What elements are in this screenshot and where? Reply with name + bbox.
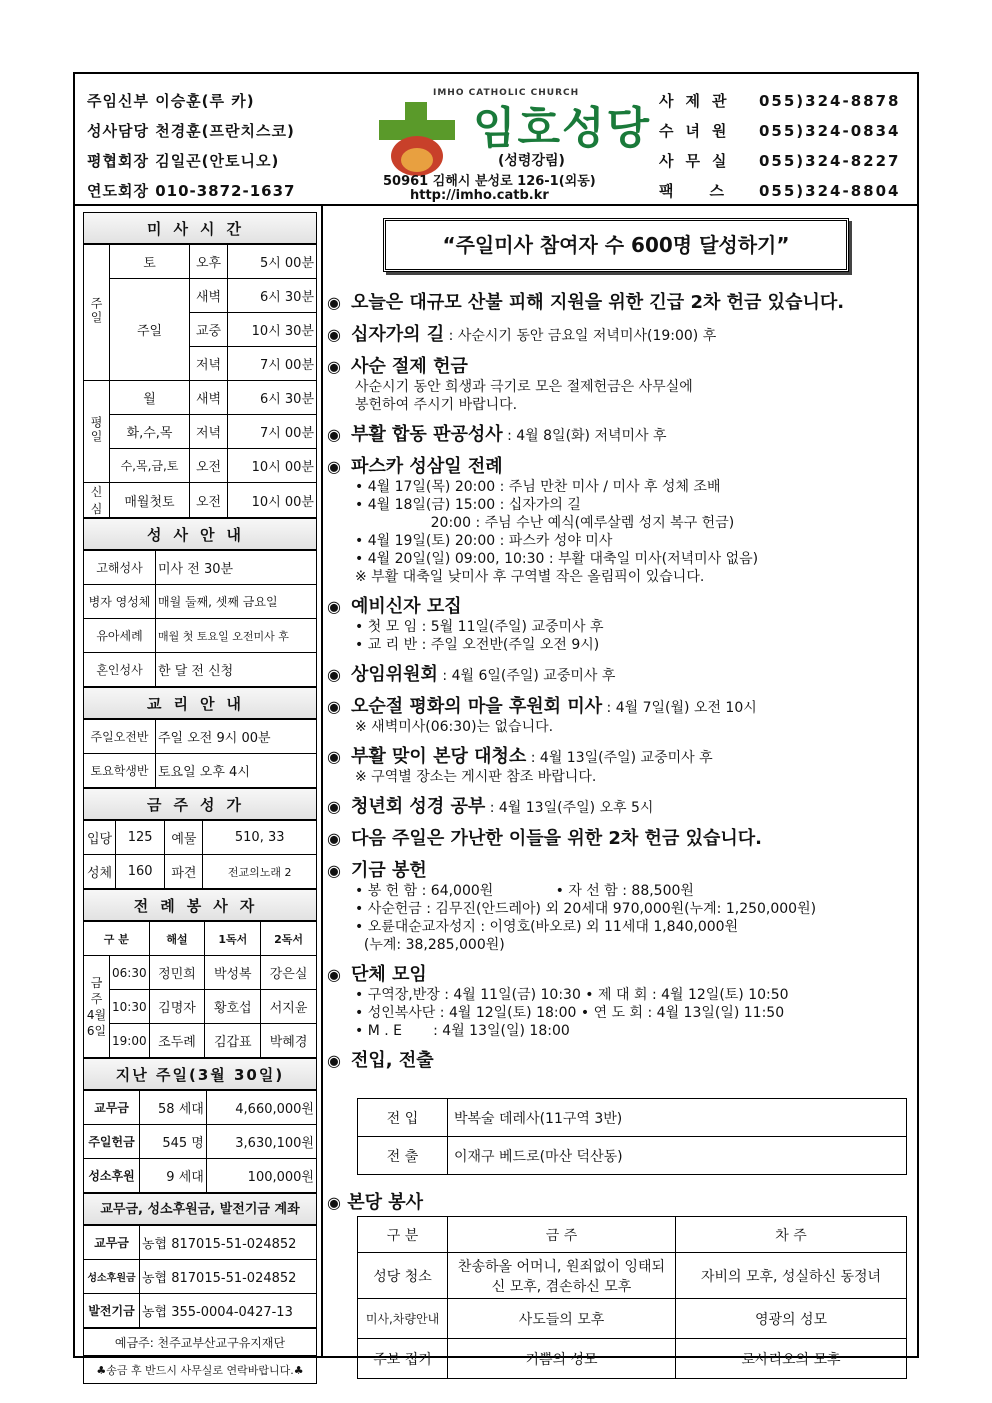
mass-title: 미사시간 <box>83 212 317 244</box>
announcement-line <box>327 824 911 850</box>
staff-row: 주임신부 이승훈(루 카) <box>87 92 255 110</box>
announcement-subline: • 사순헌금 : 김무진(안드레아) 외 20세대 970,000원(누계: 1,250,000원) <box>355 901 817 917</box>
announcement-detail: : 4월 6일(주일) 교중미사 후 <box>437 668 616 684</box>
announcement-title: 전입, 전출 <box>351 1050 434 1071</box>
bullet-icon: ◉ <box>327 357 341 376</box>
sacraments-table: 고해성사 미사 전 30분 병자 영성체 매월 둘째, 셋째 금요일 유아세례 매월 첫 토요일 오전미사 후 혼인성사 한 달 전 신청 <box>83 550 317 687</box>
announcement-subline: • 봉 헌 함 : 64,000원 • 자 선 함 : 88,500원 <box>355 883 694 899</box>
announcement-subline: ※ 부활 대축일 낮미사 후 구역별 작은 올림픽이 있습니다. <box>355 569 705 585</box>
announcement-subline: 봉헌하여 주시기 바랍니다. <box>355 397 518 413</box>
bullet-icon: ◉ <box>327 797 341 816</box>
service-title: ◉ 본당 봉사 <box>327 1192 424 1213</box>
announcement-subline: • 교 리 반 : 주일 오전반(주일 오전 9시) <box>355 637 600 653</box>
announcement-detail: : 4월 13일(주일) 오후 5시 <box>485 800 654 816</box>
bullet-icon: ◉ <box>327 425 341 444</box>
announcement-item <box>327 420 911 446</box>
accounts-title: 교무금, 성소후원금, 발전기금 계좌 <box>83 1193 317 1225</box>
announcement-title: 다음 주일은 가난한 이들을 위한 2차 헌금 있습니다. <box>351 828 762 849</box>
church-subtitle: (성령강림) <box>498 153 565 169</box>
announcement-item <box>327 452 911 586</box>
announcement-title: 오늘은 대규모 산불 피해 지원을 위한 긴급 2차 헌금 있습니다. <box>351 292 845 313</box>
announcement-item <box>327 792 911 818</box>
announcement-subline: • 첫 모 임 : 5월 11일(주일) 교중미사 후 <box>355 619 604 635</box>
announcement-line <box>327 660 911 686</box>
announcement-detail: : 4월 13일(주일) 교중미사 후 <box>526 750 713 766</box>
announcement-item <box>327 288 911 314</box>
announcement-title: 부활 맞이 본당 대청소 <box>351 746 527 767</box>
announcement-item <box>327 742 911 786</box>
announcement-line <box>327 452 911 478</box>
bullet-icon: ◉ <box>327 1051 341 1070</box>
contact-row: 사무실 055)324-8227 <box>659 152 901 170</box>
bullet-icon: ◉ <box>327 747 341 766</box>
servers-title: 전례봉사자 <box>83 889 317 921</box>
announcement-detail: : 4월 7일(월) 오전 10시 <box>602 700 757 716</box>
announcement-item <box>327 352 911 414</box>
transfers-table: 전 입 박복술 데레사(11구역 3반) 전 출 이재구 베드로(마산 덕산동) <box>357 1098 907 1175</box>
announcement-line <box>327 420 911 446</box>
announcement-detail: : 사순시기 동안 금요일 저녁미사(19:00) 후 <box>444 328 717 344</box>
announcement-item <box>327 1046 911 1072</box>
announcement-line <box>327 742 911 768</box>
announcement-title: 기금 봉헌 <box>351 860 427 881</box>
announcement-subline: • 4월 19일(토) 20:00 : 파스카 성야 미사 <box>355 533 613 549</box>
announcement-subline: 사순시기 동안 희생과 극기로 모은 절제헌금은 사무실에 <box>355 379 693 395</box>
service-table: 구 분 금 주 차 주 성당 청소 찬송하올 어머니, 원죄없이 잉태되신 모후, 겸손하신 모후 자비의 모후, 성실하신 동정녀 미사,차량안내 사도들의 모후 영광의 성모 주보 접기 기쁨의 성모 로사리오의 모후 <box>357 1216 907 1379</box>
catechism-title: 교리안내 <box>83 687 317 719</box>
announcement-subline: • 구역장,반장 : 4월 11일(금) 10:30 • 제 대 회 : 4월 12일(토) 10:50 <box>355 987 789 1003</box>
bullet-icon: ◉ <box>327 665 341 684</box>
announcement-item <box>327 320 911 346</box>
header-staff <box>87 86 357 206</box>
bullet-icon: ◉ <box>327 861 341 880</box>
bullet-icon: ◉ <box>327 597 341 616</box>
announcement-line <box>327 288 911 314</box>
announcement-line <box>327 792 911 818</box>
announcement-line <box>327 960 911 986</box>
bullet-icon: ◉ <box>327 829 341 848</box>
announcement-line <box>327 592 911 618</box>
bullet-icon: ◉ <box>327 697 341 716</box>
announcement-item <box>327 660 911 686</box>
announcement-line <box>327 856 911 882</box>
announcement-title: 예비신자 모집 <box>351 596 462 617</box>
hymns-table: 입당 125 예물 510, 33 성체 160 파견 전교의노래 2 <box>83 820 317 889</box>
contact-row: 수녀원 055)324-0834 <box>659 122 901 140</box>
announcement-title: 사순 절제 헌금 <box>351 356 468 377</box>
church-logo <box>373 82 673 204</box>
announcement-line <box>327 320 911 346</box>
announcement-subline: • 4월 18일(금) 15:00 : 십자가의 길 <box>355 497 581 513</box>
bullet-icon: ◉ <box>327 965 341 984</box>
announcement-subline: ※ 새벽미사(06:30)는 없습니다. <box>355 719 554 735</box>
staff-row: 연도회장 010-3872-1637 <box>87 182 296 200</box>
accounts-table: 교무금 농협 817015-51-024852 성소후원금 농협 817015-51-024852 발전기금 농협 355-0004-0427-13 <box>83 1225 317 1328</box>
staff-row: 평협회장 김일곤(안토니오) <box>87 152 280 170</box>
headline: “주일미사 참여자 수 600명 달성하기” <box>383 218 849 272</box>
announcement-subline: • M . E : 4월 13일(일) 18:00 <box>355 1023 570 1039</box>
announcement-line <box>327 692 911 718</box>
sacraments-title: 성사안내 <box>83 518 317 550</box>
header-contacts <box>659 86 909 206</box>
catechism-table: 주일오전반 주일 오전 9시 00분 토요학생반 토요일 오후 4시 <box>83 719 317 788</box>
announcement-subline: • 성인복사단 : 4월 12일(토) 18:00 • 연 도 회 : 4월 13일(일) 11:50 <box>355 1005 785 1021</box>
announcement-title: 청년회 성경 공부 <box>351 796 486 817</box>
bulletin-frame <box>73 72 919 1377</box>
hymns-title: 금주성가 <box>83 788 317 820</box>
announcements <box>327 288 911 1078</box>
announcement-line <box>327 352 911 378</box>
announcement-subline: ※ 구역별 장소는 게시판 참조 바랍니다. <box>355 769 597 785</box>
bullet-icon: ◉ <box>327 457 341 476</box>
transfer-notice: ♣송금 후 반드시 사무실로 연락바랍니다.♣ <box>83 1356 317 1384</box>
announcement-title: 부활 합동 판공성사 <box>351 424 503 445</box>
announcement-title: 십자가의 길 <box>351 324 445 345</box>
contact-row: 사제관 055)324-8878 <box>659 92 901 110</box>
account-holder: 예금주: 천주교부산교구유지재단 <box>83 1328 317 1356</box>
church-name: 임호성당 <box>473 103 652 154</box>
column-divider <box>321 206 323 1358</box>
announcement-title: 단체 모임 <box>351 964 427 985</box>
contact-row: 팩스 055)324-8804 <box>659 182 901 200</box>
announcement-title: 상임위원회 <box>351 664 438 685</box>
logo-arc-text: IMHO CATHOLIC CHURCH <box>433 88 580 98</box>
announcement-item <box>327 856 911 954</box>
announcement-subline: 20:00 : 주님 수난 예식(예루살렘 성지 복구 헌금) <box>355 515 735 531</box>
church-address: 50961 김해시 분성로 126-1(외동) <box>383 174 596 189</box>
servers-table: 구 분 해설 1독서 2독서 금주 4월 6일 06:30 정민희 박성복 강은실 10:30 김명자 황호섭 서지윤 19:00 조두례 김갑표 박혜경 <box>83 921 317 1058</box>
announcement-title: 파스카 성삼일 전례 <box>351 456 503 477</box>
announcement-title: 오순절 평화의 마을 후원회 미사 <box>351 696 603 717</box>
last-week-table: 교무금 58 세대 4,660,000원 주일헌금 545 명 3,630,100원 성소후원 9 세대 100,000원 <box>83 1090 317 1193</box>
announcement-item <box>327 592 911 654</box>
header <box>75 74 917 206</box>
announcement-item <box>327 824 911 850</box>
announcement-detail: : 4월 8일(화) 저녁미사 후 <box>502 428 667 444</box>
announcement-line <box>327 1046 911 1072</box>
mass-table: 주일 토 오후 5시 00분 주일 새벽 6시 30분 교중 10시 30분 저녁 7시 00분 평일 월 새벽 6시 30분 화,수,목 저녁 7시 00분 수,목,금,토 오전 10시 00분 신심 매월첫토 오전 10시 00분 <box>83 244 317 518</box>
last-week-title: 지난 주일(3월 30일) <box>83 1058 317 1090</box>
announcement-subline: • 4월 20일(일) 09:00, 10:30 : 부활 대축일 미사(저녁미사 없음) <box>355 551 759 567</box>
bullet-icon: ◉ <box>327 325 341 344</box>
announcement-subline: (누계: 38,285,000원) <box>355 937 505 953</box>
left-column <box>83 212 317 1384</box>
bullet-icon: ◉ <box>327 293 341 312</box>
staff-row: 성사담당 천경훈(프란치스코) <box>87 122 295 140</box>
announcement-subline: • 4월 17일(목) 20:00 : 주님 만찬 미사 / 미사 후 성체 조배 <box>355 479 721 495</box>
cross-flame-icon <box>375 100 465 180</box>
church-url[interactable]: http://imho.catb.kr <box>410 188 549 203</box>
announcement-item <box>327 960 911 1040</box>
announcement-subline: • 오륜대순교자성지 : 이영호(바오로) 외 11세대 1,840,000원 <box>355 919 739 935</box>
announcement-item <box>327 692 911 736</box>
